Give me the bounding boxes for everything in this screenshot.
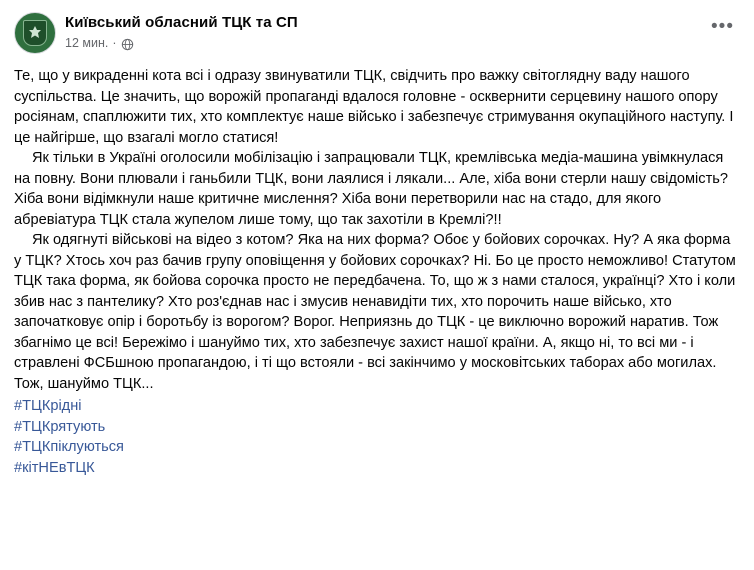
globe-icon xyxy=(121,38,134,51)
post-menu-button[interactable]: ••• xyxy=(711,16,734,37)
post-message xyxy=(14,66,740,478)
avatar[interactable] xyxy=(14,12,56,54)
hashtag-link[interactable]: #ТЦКпіклуються xyxy=(14,439,124,455)
hashtag-link[interactable]: #ТЦКрятують xyxy=(14,418,106,435)
post-timestamp[interactable]: 12 мин. xyxy=(65,36,109,50)
post-header xyxy=(14,12,740,56)
page-logo-icon xyxy=(23,20,47,46)
hashtag-link[interactable]: #ТЦКрідні xyxy=(14,398,82,414)
post-header-text xyxy=(65,12,298,51)
post-paragraph: Як тільки в Україні оголосили мобілізацію і запрацювали ТЦК, кремлівська медіа-машина увімкнулася на повну. Вони плювали і ганьбили ТЦК, вони лаялися і лякали... Але, хіба вони стерли нашу свідомість? Хіба вони відімкнули наше критичне мислення? Хіба вони перетворили нас на стадо, для якого абревіатура ТЦК стала жупелом лише тому, що так захотіли в Кремлі?!! xyxy=(14,150,728,228)
meta-separator: · xyxy=(112,36,117,50)
post-meta xyxy=(65,35,298,51)
hashtag-list xyxy=(14,396,740,478)
post-paragraph: Тож, шануймо ТЦК... xyxy=(14,375,154,392)
hashtag-link[interactable]: #кітНЕвТЦК xyxy=(14,459,95,476)
post-paragraph: Те, що у викраденні кота всі і одразу звинуватили ТЦК, свідчить про важку світоглядну ваду нашого суспільства. Це значить, що ворожій пропаганді вдалося головне - осквернити серцевину нашого опору росіянам, спаплюжити тих, хто комплектує наше військо і забезпечує стримування окупаційного наступу. І це найгірше, що взагалі могло статися! xyxy=(14,68,734,146)
post-paragraph: Як одягнуті військові на відео з котом? Яка на них форма? Обоє у бойових сорочках. Ну? А яка форма у ТЦК? Хтось хоч раз бачив групу оповіщення у бойових сорочках? Ні. Бо це просто неможливо! Статутом ТЦК така форма, як бойова сорочка просто не передбачена. То, що ж з нами сталося, українці? Хто і коли збив нас з пантелику? Хто роз'єднав нас і змусив ненавидіти тих, хто порочить наше військо, хто започатковує опір і боротьбу із ворогом? Ворог. Неприязнь до ТЦК - це виключно ворожий наратив. Тож збагнімо це всі! Бережімо і шануймо тих, хто забезпечує захист нашої країни. А, якщо ні, то всі ми - і стравлені ФСБшною пропагандою, і ті що встояли - всі закінчимо у московітських таборах або могилах. xyxy=(14,232,736,371)
page-name[interactable]: Київський обласний ТЦК та СП xyxy=(65,14,298,31)
